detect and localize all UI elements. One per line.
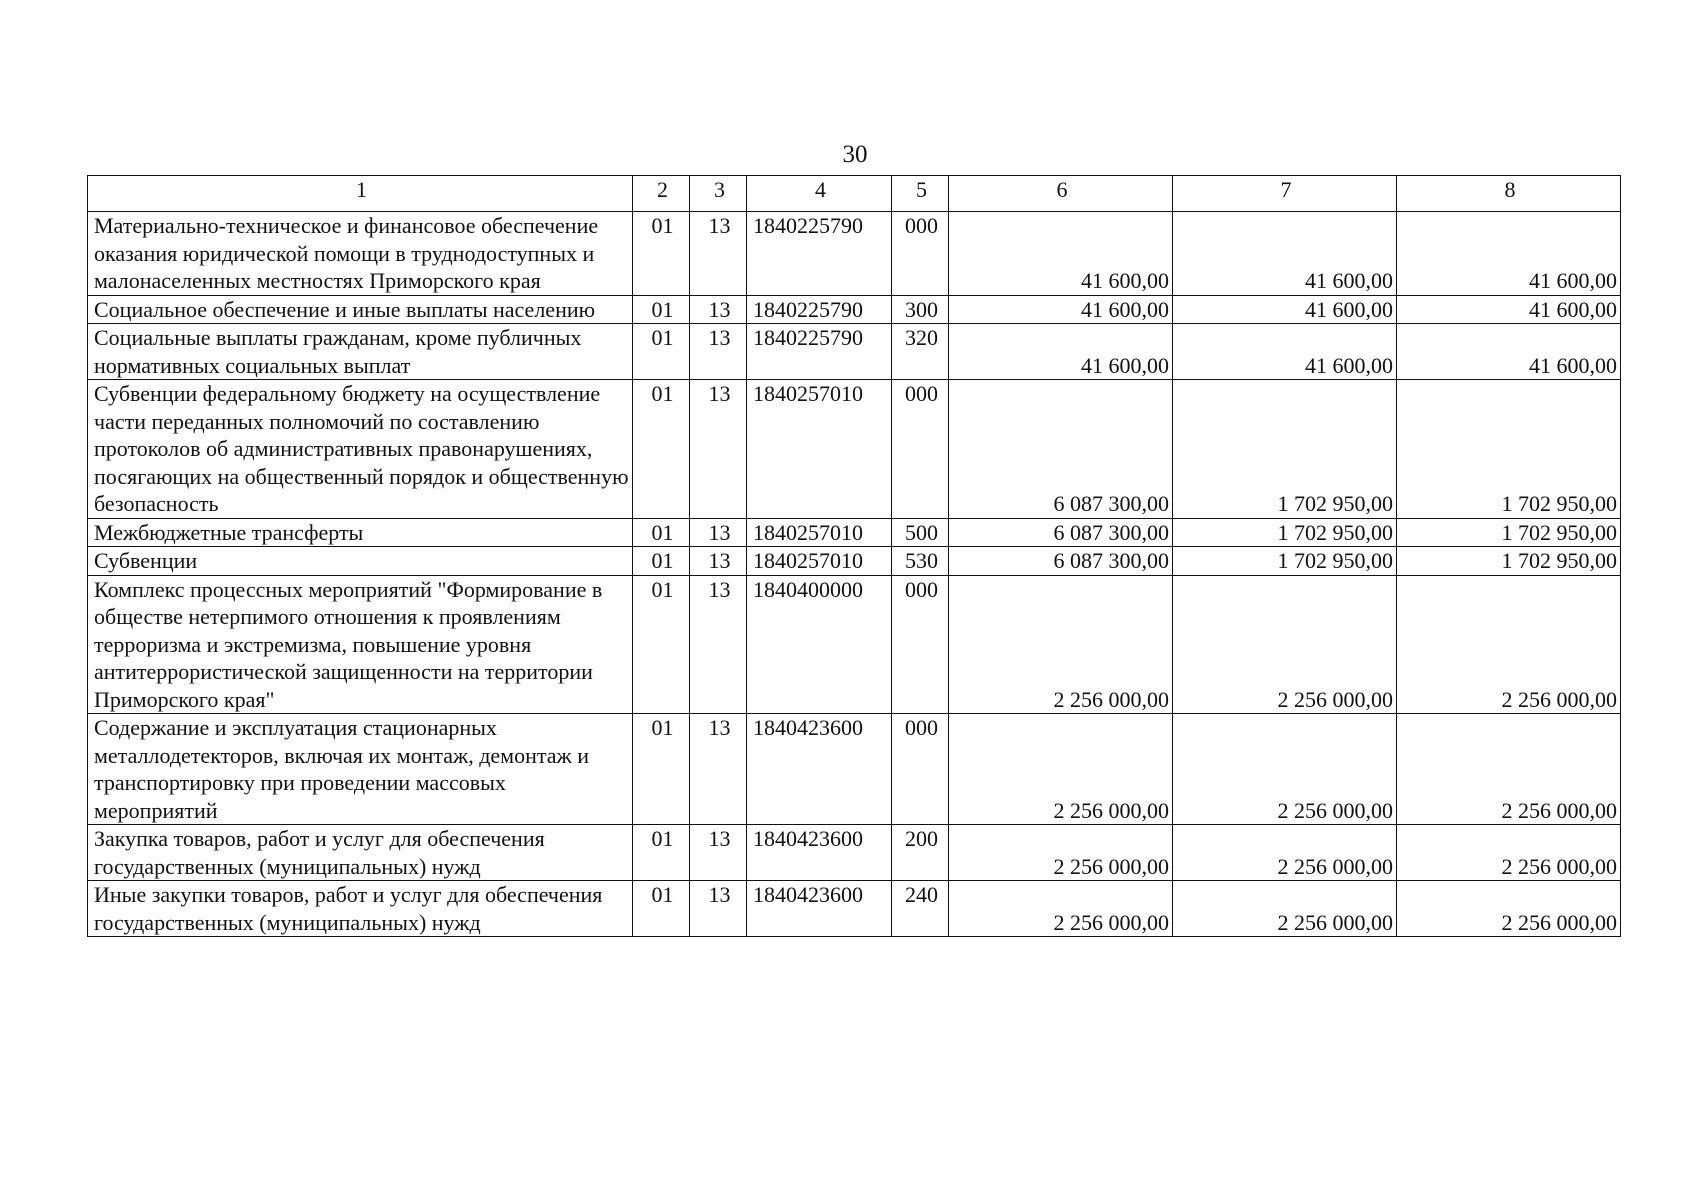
row-name: Социальное обеспечение и иные выплаты населению — [88, 295, 633, 324]
expense-type-code: 320 — [892, 324, 949, 380]
section-code: 01 — [633, 825, 690, 881]
amount-col-8: 1 702 950,00 — [1397, 518, 1621, 547]
table-row — [88, 295, 1621, 324]
column-header: 3 — [690, 176, 747, 212]
header-row — [88, 176, 1621, 212]
amount-col-7: 41 600,00 — [1173, 295, 1397, 324]
amount-col-8: 41 600,00 — [1397, 324, 1621, 380]
table-row — [88, 575, 1621, 714]
row-name: Иные закупки товаров, работ и услуг для обеспечения государственных (муниципальных) нужд — [88, 881, 633, 937]
expense-type-code: 500 — [892, 518, 949, 547]
table-row — [88, 825, 1621, 881]
table-row — [88, 714, 1621, 825]
target-article-code: 1840257010 — [747, 518, 892, 547]
row-name: Субвенции — [88, 547, 633, 576]
target-article-code: 1840257010 — [747, 547, 892, 576]
budget-table — [87, 175, 1621, 937]
column-header: 1 — [88, 176, 633, 212]
row-name: Субвенции федеральному бюджету на осуществление части переданных полномочий по составлению протоколов об административных правонарушениях, посягающих на общественный порядок и общественную безопасность — [88, 380, 633, 519]
amount-col-7: 2 256 000,00 — [1173, 825, 1397, 881]
amount-col-8: 41 600,00 — [1397, 295, 1621, 324]
table-row — [88, 881, 1621, 937]
section-code: 01 — [633, 212, 690, 296]
section-code: 01 — [633, 547, 690, 576]
column-header: 4 — [747, 176, 892, 212]
amount-col-7: 2 256 000,00 — [1173, 575, 1397, 714]
target-article-code: 1840225790 — [747, 212, 892, 296]
target-article-code: 1840225790 — [747, 324, 892, 380]
target-article-code: 1840423600 — [747, 881, 892, 937]
subsection-code: 13 — [690, 575, 747, 714]
subsection-code: 13 — [690, 324, 747, 380]
target-article-code: 1840423600 — [747, 825, 892, 881]
row-name: Материально-техническое и финансовое обеспечение оказания юридической помощи в труднодоступных и малонаселенных местностях Приморского края — [88, 212, 633, 296]
row-name: Межбюджетные трансферты — [88, 518, 633, 547]
subsection-code: 13 — [690, 714, 747, 825]
amount-col-6: 2 256 000,00 — [949, 825, 1173, 881]
amount-col-6: 41 600,00 — [949, 212, 1173, 296]
amount-col-6: 6 087 300,00 — [949, 518, 1173, 547]
expense-type-code: 000 — [892, 380, 949, 519]
subsection-code: 13 — [690, 547, 747, 576]
amount-col-8: 2 256 000,00 — [1397, 881, 1621, 937]
row-name: Комплекс процессных мероприятий "Формирование в обществе нетерпимого отношения к проявлениям терроризма и экстремизма, повышение уровня антитеррористической защищенности на территории Приморского края" — [88, 575, 633, 714]
expense-type-code: 530 — [892, 547, 949, 576]
amount-col-7: 41 600,00 — [1173, 212, 1397, 296]
amount-col-6: 2 256 000,00 — [949, 714, 1173, 825]
column-header: 6 — [949, 176, 1173, 212]
table-row — [88, 547, 1621, 576]
column-header: 2 — [633, 176, 690, 212]
target-article-code: 1840400000 — [747, 575, 892, 714]
expense-type-code: 000 — [892, 212, 949, 296]
expense-type-code: 000 — [892, 714, 949, 825]
amount-col-6: 2 256 000,00 — [949, 881, 1173, 937]
amount-col-8: 2 256 000,00 — [1397, 575, 1621, 714]
amount-col-8: 2 256 000,00 — [1397, 825, 1621, 881]
section-code: 01 — [633, 881, 690, 937]
section-code: 01 — [633, 518, 690, 547]
section-code: 01 — [633, 295, 690, 324]
section-code: 01 — [633, 324, 690, 380]
expense-type-code: 240 — [892, 881, 949, 937]
amount-col-7: 2 256 000,00 — [1173, 881, 1397, 937]
section-code: 01 — [633, 575, 690, 714]
column-header: 7 — [1173, 176, 1397, 212]
expense-type-code: 300 — [892, 295, 949, 324]
target-article-code: 1840225790 — [747, 295, 892, 324]
table-row — [88, 212, 1621, 296]
amount-col-7: 2 256 000,00 — [1173, 714, 1397, 825]
subsection-code: 13 — [690, 825, 747, 881]
target-article-code: 1840423600 — [747, 714, 892, 825]
table-row — [88, 324, 1621, 380]
subsection-code: 13 — [690, 518, 747, 547]
amount-col-8: 2 256 000,00 — [1397, 714, 1621, 825]
amount-col-7: 1 702 950,00 — [1173, 547, 1397, 576]
amount-col-7: 1 702 950,00 — [1173, 380, 1397, 519]
target-article-code: 1840257010 — [747, 380, 892, 519]
row-name: Закупка товаров, работ и услуг для обеспечения государственных (муниципальных) нужд — [88, 825, 633, 881]
row-name: Содержание и эксплуатация стационарных металлодетекторов, включая их монтаж, демонтаж и транспортировку при проведении массовых мероприятий — [88, 714, 633, 825]
amount-col-6: 41 600,00 — [949, 324, 1173, 380]
amount-col-8: 1 702 950,00 — [1397, 547, 1621, 576]
table-row — [88, 518, 1621, 547]
table-row — [88, 380, 1621, 519]
page-number: 30 — [842, 141, 868, 168]
subsection-code: 13 — [690, 212, 747, 296]
subsection-code: 13 — [690, 295, 747, 324]
section-code: 01 — [633, 380, 690, 519]
amount-col-6: 6 087 300,00 — [949, 547, 1173, 576]
column-header: 5 — [892, 176, 949, 212]
amount-col-6: 2 256 000,00 — [949, 575, 1173, 714]
subsection-code: 13 — [690, 380, 747, 519]
amount-col-7: 1 702 950,00 — [1173, 518, 1397, 547]
amount-col-8: 41 600,00 — [1397, 212, 1621, 296]
subsection-code: 13 — [690, 881, 747, 937]
amount-col-7: 41 600,00 — [1173, 324, 1397, 380]
expense-type-code: 000 — [892, 575, 949, 714]
section-code: 01 — [633, 714, 690, 825]
amount-col-8: 1 702 950,00 — [1397, 380, 1621, 519]
column-header: 8 — [1397, 176, 1621, 212]
expense-type-code: 200 — [892, 825, 949, 881]
row-name: Социальные выплаты гражданам, кроме публичных нормативных социальных выплат — [88, 324, 633, 380]
amount-col-6: 6 087 300,00 — [949, 380, 1173, 519]
amount-col-6: 41 600,00 — [949, 295, 1173, 324]
